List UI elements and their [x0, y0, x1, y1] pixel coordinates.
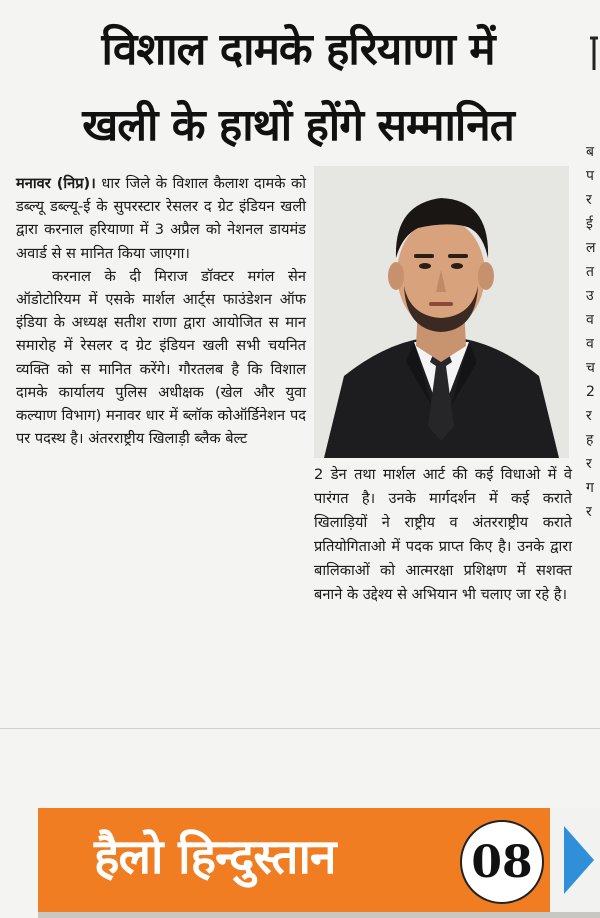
article-continuation: 2 डेन तथा मार्शल आर्ट की कई विधाओ में वे पारंगत है। उनके मार्गदर्शन में कई कराते खिलाड़ियों ने राष्ट्रीय व अंतरराष्ट्रीय कराते प्रतियोगिताओ में पदक प्राप्त किए है। उनके द्वारा बालिकाओं को आत्मरक्षा प्रशिक्षण में सशक्त बनाने के उद्देश्य से अभियान भी चलाए जा रहे है। — [314, 466, 572, 603]
fragment: व — [586, 336, 594, 352]
article-paragraph-1 — [16, 172, 306, 265]
headline-line-2: खली के हाथों होंगे सम्मानित — [82, 100, 514, 151]
fragment: उ — [586, 288, 594, 304]
play-arrow-icon — [550, 808, 600, 912]
portrait-illustration — [314, 166, 569, 458]
adjacent-article-fragment — [586, 140, 600, 660]
dateline: मनावर (निप्र)। — [16, 175, 96, 192]
fragment: च — [586, 360, 595, 376]
headline-line-1: विशाल दामके हरियाणा में — [101, 24, 495, 75]
fragment: प — [586, 168, 594, 184]
fragment: र — [586, 192, 592, 208]
paragraph-1-text: धार जिले के विशाल कैलाश दामके को डब्ल्यू डब्ल्यू-ई के सुपरस्टार रेसलर द ग्रेट इंडियन खली द्वारा करनाल हरियाणा में 3 अप्रैल को नेशनल डायमंड अवार्ड से स मानित किया जाएगा। — [16, 175, 306, 262]
fragment: ई — [586, 216, 593, 232]
fragment: र — [586, 504, 592, 520]
article-continuation-column — [314, 463, 572, 607]
fragment: र — [586, 456, 592, 472]
portrait-photo — [314, 166, 569, 458]
fragment: ल — [586, 240, 596, 256]
adjacent-article-mark — [588, 34, 600, 74]
banner-shadow — [38, 912, 600, 918]
fragment: र — [586, 408, 592, 424]
fragment: ग — [586, 480, 594, 496]
fragment: ब — [586, 144, 594, 160]
page-number: 08 — [460, 820, 544, 904]
section-divider — [0, 728, 600, 729]
section-banner — [38, 808, 600, 912]
banner-title: हैलो हिन्दुस्तान — [94, 829, 336, 885]
article-left-column — [16, 172, 306, 450]
fragment: त — [586, 264, 594, 280]
article-paragraph-2: करनाल के दी मिराज डॉक्टर मगंल सेन ऑडोटोरियम में एसके मार्शल आर्ट्स फाउंडेशन ऑफ इंडिया के अध्यक्ष सतीश राणा द्वारा आयोजित स मान समारोह में रेसलर द ग्रेट इंडियन खली सभी चयनित व्यक्ति को स मानित करेंगे। गौरतलब है कि विशाल दामके कार्यालय पुलिस अधीक्षक (खेल और युवा कल्याण विभाग) मनावर धार में ब्लॉक कोऑर्डिनेशन पद पर पदस्थ है। अंतरराष्ट्रीय खिलाड़ी ब्लैक बेल्ट — [16, 267, 306, 448]
fragment: ह — [586, 432, 594, 448]
fragment: व — [586, 312, 594, 328]
arrow-panel — [550, 808, 600, 912]
fragment: 2 — [586, 384, 595, 400]
